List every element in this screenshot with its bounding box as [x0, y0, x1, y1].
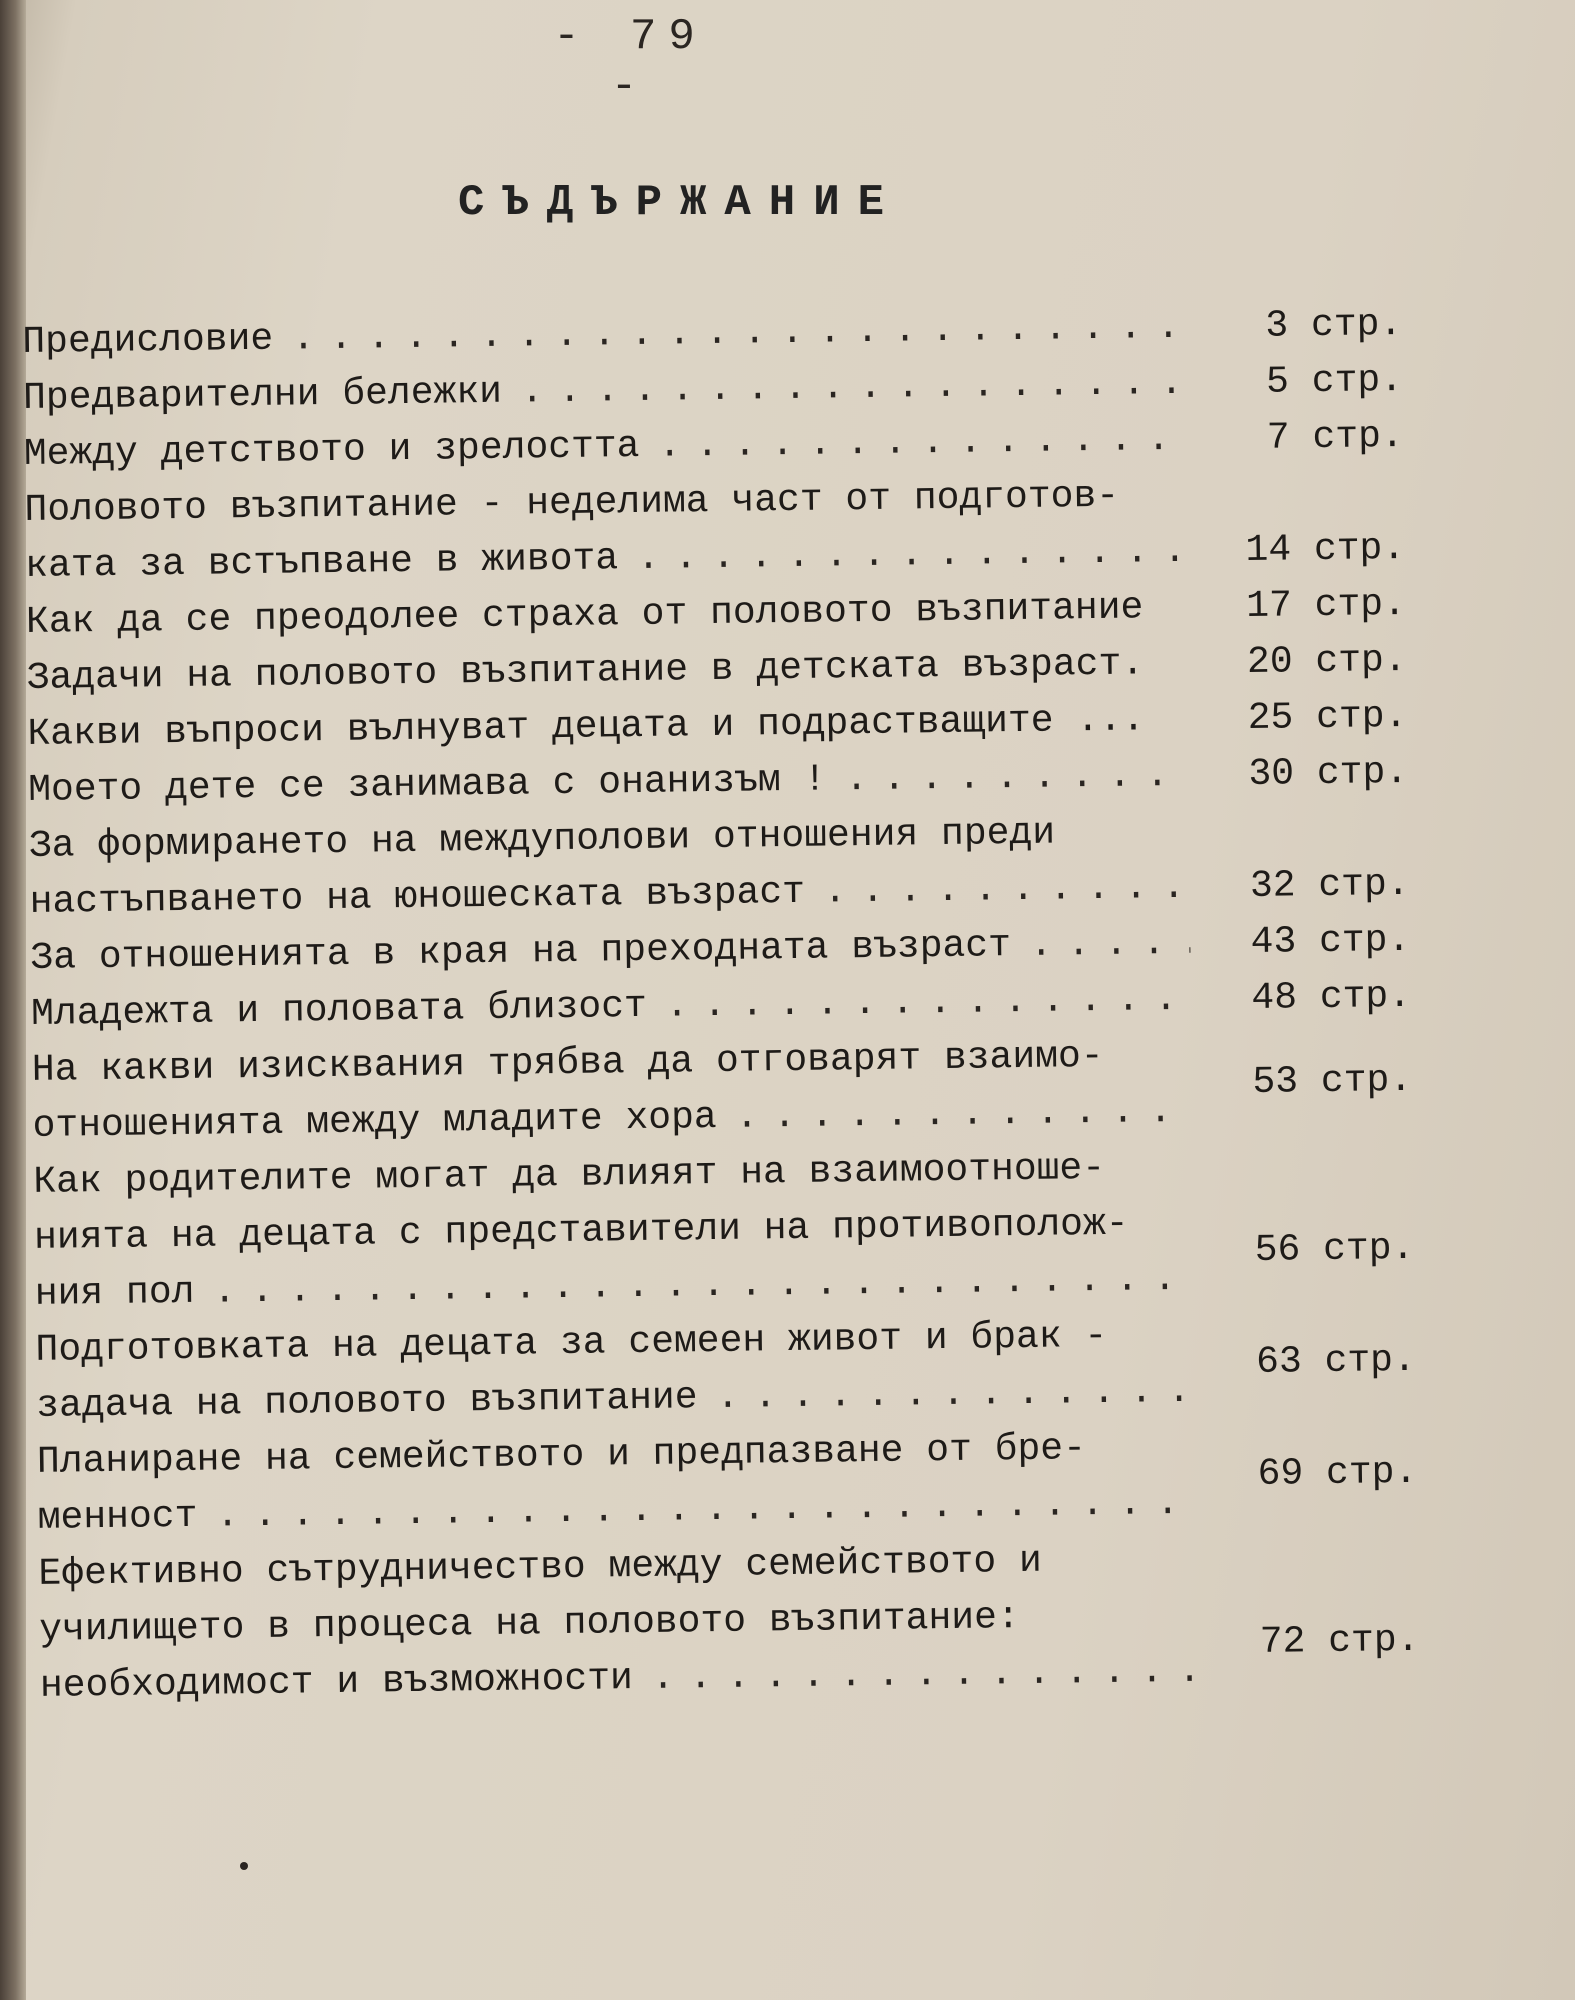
page-number: - 79 - [553, 12, 707, 112]
toc-entry-text: Между детството и зрелостта . . . [23, 412, 1184, 483]
toc-page-ref: 17 стр. [1245, 582, 1407, 628]
toc-entry-text: ката за встъпване в живота . . . [25, 524, 1186, 595]
toc-entry [38, 1529, 1420, 1715]
toc-entry-text: необходимост и възможности . . . [40, 1644, 1201, 1715]
toc-page-ref: 5 стр. [1265, 358, 1404, 404]
toc-page-ref: 56 стр. [1254, 1226, 1415, 1272]
toc-entry-text: На какви изисквания трябва да отговарят взаимо- [31, 1034, 1104, 1092]
ink-speck [240, 1862, 248, 1870]
toc-page-ref: 48 стр. [1251, 974, 1412, 1020]
toc-entry [35, 1305, 1416, 1435]
toc-entry-text: Моето дете се занимава с онанизъм ! . . . [28, 748, 1189, 819]
toc-page-ref: 25 стр. [1247, 694, 1408, 740]
table-of-contents [22, 297, 1420, 1715]
toc-entry-text: Какви въпроси вълнуват децата и подрастващите ... [27, 698, 1146, 756]
toc-page-ref: 69 стр. [1257, 1450, 1418, 1496]
toc-entry-text: Как родителите могат да влияят на взаимоотноше- [33, 1146, 1106, 1204]
toc-entry-text: Половото възпитание - неделима част от подготов- [24, 474, 1120, 532]
toc-page-ref: 32 стр. [1249, 862, 1410, 908]
page-title: СЪДЪРЖАНИЕ [457, 178, 903, 228]
toc-entry [32, 1025, 1413, 1155]
toc-entry-text: отношенията между младите хора . . . [32, 1084, 1193, 1155]
toc-entry [33, 1137, 1415, 1323]
toc-page-ref: 53 стр. [1252, 1058, 1413, 1104]
toc-entry-text: Предисловие . . . [22, 300, 1183, 371]
toc-entry-text: Задачи на половото възпитание в детската възраст. [26, 642, 1145, 700]
toc-page-ref: 20 стр. [1246, 638, 1407, 684]
toc-entry-text: За отношенията в края на преходната възраст . . . [30, 916, 1191, 987]
toc-entry-text: За формирането на междуполови отношения преди [28, 811, 1056, 868]
toc-entry-text: задача на половото възпитание . . . [36, 1364, 1197, 1435]
toc-entry-text: училището в процеса на половото възпитание: [38, 1596, 1020, 1652]
toc-entry-text: Планиране на семейството и предпазване от бре- [36, 1427, 1087, 1484]
toc-entry-text: Младежта и половата близост . . . [31, 972, 1192, 1043]
toc-page-ref: 72 стр. [1259, 1618, 1420, 1664]
toc-page-ref: 30 стр. [1248, 750, 1409, 796]
toc-entry-text: Подготовката на децата за семеен живот и брак - [35, 1314, 1108, 1372]
toc-entry-text: Как да се преодолее страха от половото възпитание [25, 586, 1144, 644]
toc-entry [29, 801, 1410, 931]
toc-page-ref: 14 стр. [1245, 526, 1406, 573]
toc-page-ref: 7 стр. [1266, 414, 1404, 460]
toc-entry-text: ния пол . . . [34, 1252, 1195, 1323]
toc-page-ref: 63 стр. [1255, 1338, 1417, 1384]
toc-entry-text: Ефективно сътрудничество между семейството и [38, 1539, 1043, 1596]
toc-entry [24, 465, 1405, 595]
toc-entry-text: настъпването на юношеската възраст . . . [29, 860, 1190, 931]
toc-entry-text: менност . . . [37, 1476, 1198, 1547]
book-binding-shadow [0, 0, 26, 2000]
toc-page-ref: 3 стр. [1265, 302, 1403, 348]
toc-entry [37, 1417, 1418, 1547]
toc-entry-text: нията на децата с представители на противополож- [33, 1202, 1129, 1260]
toc-entry-text: Предварителни бележки . . . [23, 356, 1184, 427]
toc-page-ref: 43 стр. [1250, 918, 1411, 964]
